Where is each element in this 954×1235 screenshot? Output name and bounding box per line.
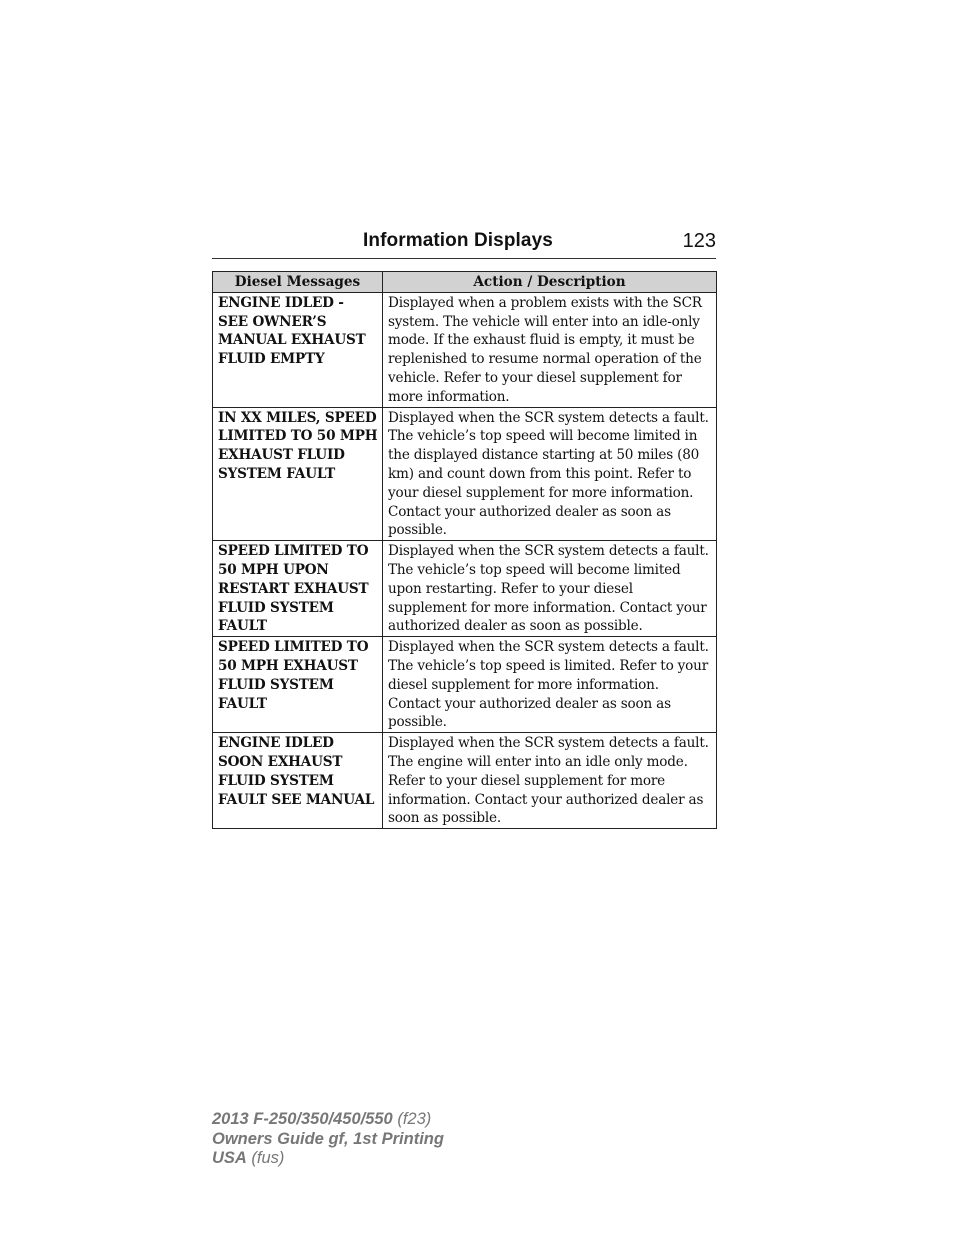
table-row bbox=[213, 733, 717, 829]
footer-guide: Owners Guide gf, 1st Printing bbox=[212, 1129, 444, 1148]
table-row bbox=[213, 407, 717, 541]
footer-model: 2013 F-250/350/450/550 bbox=[212, 1110, 393, 1128]
table-row bbox=[213, 637, 717, 733]
message-cell: SPEED LIMITED TO 50 MPH EXHAUST FLUID SYSTEM FAULT bbox=[213, 637, 383, 733]
description-cell: Displayed when the SCR system detects a fault. The vehicle’s top speed will become limited upon restarting. Refer to your diesel supplement for more information. Contact your authorized dealer as soon as possible. bbox=[383, 541, 717, 637]
section-title: Information Displays bbox=[363, 230, 553, 251]
message-cell: SPEED LIMITED TO 50 MPH UPON RESTART EXHAUST FLUID SYSTEM FAULT bbox=[213, 541, 383, 637]
table-header-row bbox=[213, 272, 717, 293]
footer-region: USA bbox=[212, 1149, 247, 1167]
footer-model-code: (f23) bbox=[392, 1110, 432, 1128]
description-cell: Displayed when the SCR system detects a fault. The vehicle’s top speed will become limited in the displayed distance starting at 50 miles (80 km) and count down from this point. Refer to your diesel supplement for more information. Contact your authorized dealer as soon as possible. bbox=[383, 407, 717, 541]
column-header-description: Action / Description bbox=[383, 272, 717, 293]
table-row bbox=[213, 292, 717, 407]
message-cell: ENGINE IDLED SOON EXHAUST FLUID SYSTEM FAULT SEE MANUAL bbox=[213, 733, 383, 829]
page-footer bbox=[212, 1110, 444, 1169]
footer-line-region bbox=[212, 1149, 444, 1169]
message-cell: ENGINE IDLED - SEE OWNER’S MANUAL EXHAUST FLUID EMPTY bbox=[213, 292, 383, 407]
column-header-messages: Diesel Messages bbox=[213, 272, 383, 293]
description-cell: Displayed when a problem exists with the SCR system. The vehicle will enter into an idle-only mode. If the exhaust fluid is empty, it must be replenished to resume normal operation of the vehicle. Refer to your diesel supplement for more information. bbox=[383, 292, 717, 407]
page-number: 123 bbox=[682, 230, 716, 252]
footer-region-code: (fus) bbox=[246, 1149, 285, 1167]
page-header bbox=[212, 228, 716, 259]
diesel-messages-table bbox=[212, 271, 717, 829]
message-cell: IN XX MILES, SPEED LIMITED TO 50 MPH EXHAUST FLUID SYSTEM FAULT bbox=[213, 407, 383, 541]
table-row bbox=[213, 541, 717, 637]
footer-line-guide bbox=[212, 1130, 444, 1150]
description-cell: Displayed when the SCR system detects a fault. The engine will enter into an idle only mode. Refer to your diesel supplement for more information. Contact your authorized dealer as soon as possible. bbox=[383, 733, 717, 829]
description-cell: Displayed when the SCR system detects a fault. The vehicle’s top speed is limited. Refer to your diesel supplement for more information. Contact your authorized dealer as soon as possible. bbox=[383, 637, 717, 733]
footer-line-model bbox=[212, 1110, 444, 1130]
